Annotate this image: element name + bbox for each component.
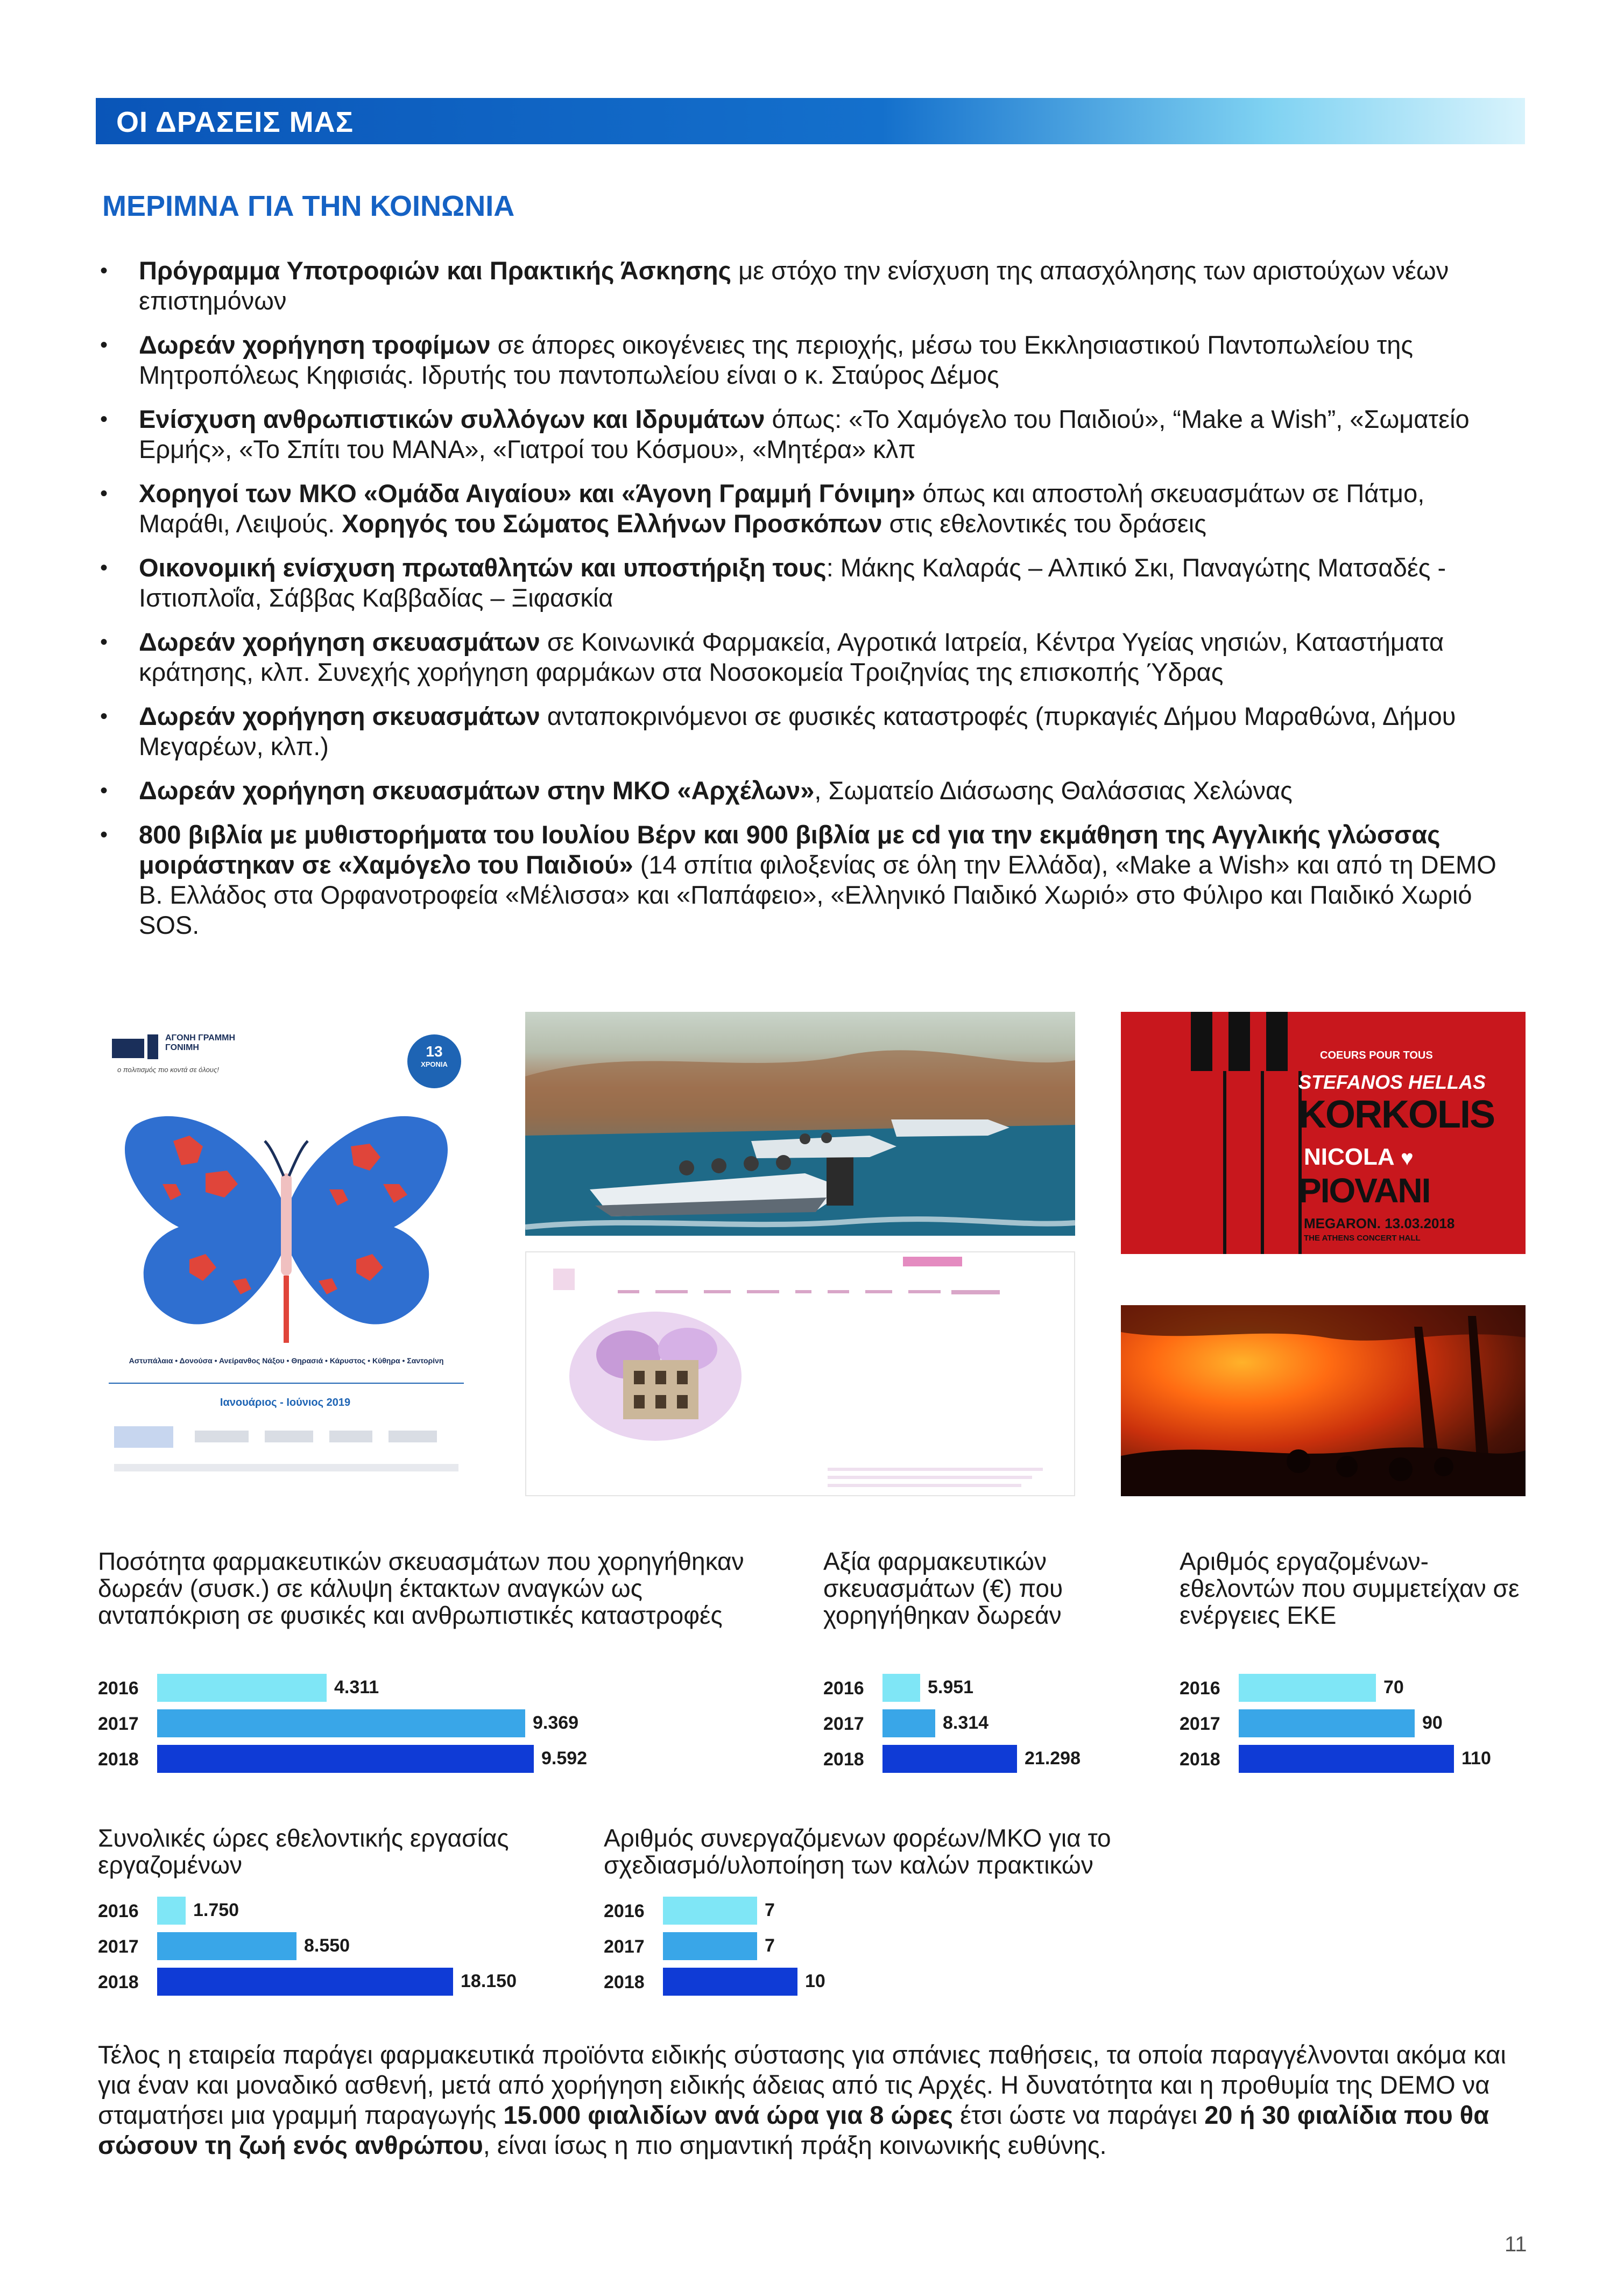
year-label: 2016 xyxy=(823,1678,864,1699)
chart-bar xyxy=(157,1897,186,1925)
concert-venue: THE ATHENS CONCERT HALL xyxy=(1304,1234,1421,1243)
list-item: • Δωρεάν χορήγηση σκευασμάτων σε Κοινωνικά Φαρμακεία, Αγροτικά Ιατρεία, Κέντρα Υγείας νησιών, Καταστήματα κράτησης, κλπ. Συνεχής χορήγηση φαρμάκων στα Νοσοκομεία Τροιζηνίας της επισκοπής Ύδρας xyxy=(100,628,1444,686)
chart-bar xyxy=(882,1674,920,1702)
value-label: 70 xyxy=(1383,1677,1404,1698)
page-number: 11 xyxy=(1505,2232,1527,2256)
chart-value-donated xyxy=(823,1674,1146,1771)
chart-bar xyxy=(663,1968,797,1996)
concert-line2: STEFANOS HELLAS xyxy=(1298,1071,1486,1093)
year-label: 2017 xyxy=(98,1714,139,1734)
value-label: 8.550 xyxy=(304,1935,350,1956)
year-label: 2018 xyxy=(604,1972,645,1992)
bullet-icon: • xyxy=(100,705,108,728)
year-label: 2018 xyxy=(823,1749,864,1770)
bullet-icon: • xyxy=(100,779,108,802)
concert-line4: NICOLA xyxy=(1304,1144,1395,1170)
poster-rule xyxy=(109,1378,464,1389)
value-label: 7 xyxy=(765,1900,775,1920)
value-label: 10 xyxy=(805,1971,825,1991)
boats-photo xyxy=(525,1012,1075,1236)
concert-line1: COEURS POUR TOUS xyxy=(1320,1050,1433,1061)
chart-bar xyxy=(157,1968,453,1996)
chart-bar xyxy=(1239,1674,1376,1702)
sponsor-logo xyxy=(195,1431,249,1442)
poster-islands: Αστυπάλαια • Δονούσα • Ανείρανθος Νάξου • Θηρασιά • Κάρυστος • Κύθηρα • Σαντορίνη xyxy=(129,1356,444,1365)
chart-volunteers xyxy=(1180,1674,1508,1771)
chart-bar xyxy=(663,1897,757,1925)
section-title: ΜΕΡΙΜΝΑ ΓΙΑ ΤΗΝ ΚΟΙΝΩΝΙΑ xyxy=(102,190,515,222)
years-badge: 13 ΧΡΟΝΙΑ xyxy=(407,1034,461,1088)
concert-poster xyxy=(1121,1012,1526,1254)
concert-date: MEGARON. 13.03.2018 xyxy=(1304,1215,1455,1231)
value-label: 110 xyxy=(1461,1748,1491,1769)
bullet-icon: • xyxy=(100,482,108,505)
chart-bar xyxy=(1239,1709,1415,1737)
stat-label-emergency-units: Ποσότητα φαρμακευτικών σκευασμάτων που χορηγήθηκαν δωρεάν (συσκ.) σε κάλυψη έκτακτων αναγκών ως ανταπόκριση σε φυσικές και ανθρωπιστικές καταστροφές xyxy=(98,1547,744,1629)
year-label: 2016 xyxy=(98,1901,139,1921)
year-label: 2017 xyxy=(1180,1714,1220,1734)
bullet-icon: • xyxy=(100,407,108,431)
closing-paragraph: Τέλος η εταιρεία παράγει φαρμακευτικά προϊόντα ειδικής σύστασης για σπάνιες παθήσεις, τα οποία παραγγέλνονται ακόμα και για έναν και μοναδικό ασθενή, μετά από χορήγηση ειδικής άδειας από τις Αρχές. Η δυνατότητα και η προθυμία της DEMO να σταματήσει μια γραμμή παραγωγής 15.000 φιαλιδίων ανά ώρα για 8 ώρες έτσι ώστε να παράγει 20 ή 30 φιαλίδια που θα σώσουν τη ζωή ενός ανθρώπου, είναι ίσως η πιο σημαντική πράξη κοινωνικής ευθύνης. xyxy=(98,2040,1506,2159)
poster-dates: Ιανουάριος - Ιούνιος 2019 xyxy=(220,1397,351,1408)
concert-line5: PIOVANI xyxy=(1298,1171,1430,1210)
year-label: 2016 xyxy=(98,1678,139,1699)
bullet-icon: • xyxy=(100,630,108,654)
chart-bar xyxy=(1239,1745,1454,1773)
chart-emergency-units xyxy=(98,1674,717,1771)
sponsor-logo xyxy=(389,1431,437,1442)
chart-bar xyxy=(882,1745,1017,1773)
year-label: 2016 xyxy=(604,1901,645,1921)
sponsor-logos-row xyxy=(114,1464,458,1471)
value-label: 9.369 xyxy=(533,1713,579,1733)
wildfire-illustration xyxy=(1121,1305,1526,1496)
actions-list xyxy=(98,256,1508,954)
value-label: 1.750 xyxy=(193,1900,239,1920)
year-label: 2018 xyxy=(98,1749,139,1770)
chart-bar xyxy=(663,1932,757,1960)
value-label: 21.298 xyxy=(1025,1748,1081,1769)
logo-icon xyxy=(112,1039,144,1058)
year-label: 2018 xyxy=(1180,1749,1220,1770)
poster-tagline: ο πολιτισμός πιο κοντά σε όλους! xyxy=(117,1066,219,1074)
value-label: 5.951 xyxy=(928,1677,974,1698)
butterfly-illustration xyxy=(114,1103,458,1346)
value-label: 18.150 xyxy=(461,1971,517,1991)
chart-bar xyxy=(157,1674,327,1702)
list-item: • Ενίσχυση ανθρωπιστικών συλλόγων και Ιδρυμάτων όπως: «Το Χαμόγελο του Παιδιού», “Make a Wish”, «Σωματείο Ερμής», «Το Σπίτι του ΜΑΝΑ», «Γιατροί του Κόσμου», «Μητέρα» κλπ xyxy=(100,405,1470,463)
boats-illustration xyxy=(525,1012,1075,1236)
bullet-icon: • xyxy=(100,556,108,580)
list-item: • Πρόγραμμα Υποτροφιών και Πρακτικής Άσκησης με στόχο την ενίσχυση της απασχόλησης των αριστούχων νέων επιστημόνων xyxy=(100,256,1449,315)
stat-label-value-donated: Αξία φαρμακευτικών σκευασμάτων (€) που χορηγήθηκαν δωρεάν xyxy=(823,1547,1063,1629)
sponsor-logos xyxy=(114,1426,458,1485)
year-label: 2017 xyxy=(98,1936,139,1957)
list-item: • Δωρεάν χορήγηση σκευασμάτων στην ΜΚΟ «Αρχέλων», Σωματείο Διάσωσης Θαλάσσιας Χελώνας xyxy=(100,776,1293,805)
website-screenshot xyxy=(525,1251,1075,1496)
chart-bar xyxy=(157,1745,534,1773)
wildfire-photo xyxy=(1121,1305,1526,1496)
chart-bar xyxy=(157,1932,296,1960)
concert-line3: KORKOLIS xyxy=(1298,1093,1495,1136)
year-label: 2016 xyxy=(1180,1678,1220,1699)
section-banner xyxy=(96,98,1525,144)
chart-bar xyxy=(882,1709,935,1737)
chart-partners xyxy=(604,1897,905,1994)
bullet-icon: • xyxy=(100,823,108,847)
heart-icon: ♥ xyxy=(1401,1146,1414,1170)
value-label: 8.314 xyxy=(943,1713,989,1733)
website-illustration xyxy=(526,1252,1074,1495)
sponsor-logo xyxy=(329,1431,372,1442)
list-item: • Δωρεάν χορήγηση σκευασμάτων ανταποκρινόμενοι σε φυσικές καταστροφές (πυρκαγιές Δήμου Μαραθώνα, Δήμου Μεγαρέων, κλπ.) xyxy=(100,702,1456,760)
year-label: 2017 xyxy=(604,1936,645,1957)
value-label: 4.311 xyxy=(334,1677,379,1698)
stat-label-volunteers: Αριθμός εργαζομένων-εθελοντών που συμμετείχαν σε ενέργειες ΕΚΕ xyxy=(1180,1547,1520,1629)
banner-title: ΟΙ ΔΡΑΣΕΙΣ ΜΑΣ xyxy=(116,106,354,138)
list-item: • Χορηγοί των ΜΚΟ «Ομάδα Αιγαίου» και «Άγονη Γραμμή Γόνιμη» όπως και αποστολή σκευασμάτων σε Πάτμο, Μαράθι, Λειψούς. Χορηγός του Σώματος Ελλήνων Προσκόπων στις εθελοντικές του δράσεις xyxy=(100,479,1425,538)
stat-label-partners: Αριθμός συνεργαζόμενων φορέων/ΜΚΟ για το σχεδιασμό/υλοποίηση των καλών πρακτικών xyxy=(604,1824,1111,1879)
year-label: 2018 xyxy=(98,1972,139,1992)
demo-logo xyxy=(114,1426,173,1448)
list-item: • Δωρεάν χορήγηση τροφίμων σε άπορες οικογένειες της περιοχής, μέσω του Εκκλησιαστικού Παντοπωλείου της Μητροπόλεως Κηφισιάς. Ιδρυτής του παντοπωλείου είναι ο κ. Σταύρος Δέμος xyxy=(100,330,1414,389)
sponsor-logo xyxy=(265,1431,313,1442)
bullet-icon: • xyxy=(100,333,108,357)
list-item: • Οικονομική ενίσχυση πρωταθλητών και υποστήριξη τους: Μάκης Καλαράς – Αλπικό Σκι, Παναγώτης Ματσαδές - Ιστιοπλοΐα, Σάββας Καββαδίας – Ξιφασκία xyxy=(100,553,1446,612)
logo-icon xyxy=(147,1034,158,1059)
value-label: 7 xyxy=(765,1935,775,1956)
list-item: • 800 βιβλία με μυθιστορήματα του Ιουλίου Βέρν και 900 βιβλία με cd για την εκμάθηση της Αγγλικής γλώσσας μοιράστηκαν σε «Χαμόγελο του Παιδιού» (14 σπίτια φιλοξενίας σε όλη την Ελλάδα), «Make a Wish» και από τη DEMO Β. Ελλάδος στα Ορφανοτροφεία «Μέλισσα» και «Παπάφειο», «Ελληνικό Παιδικό Χωριό» στο Φύλιρο και Παιδικό Χωριό SOS. xyxy=(100,820,1496,939)
agoni-grammi-poster xyxy=(98,1012,472,1496)
value-label: 9.592 xyxy=(541,1748,588,1769)
stat-label-volunteer-hours: Συνολικές ώρες εθελοντικής εργασίας εργαζομένων xyxy=(98,1824,509,1879)
bullet-icon: • xyxy=(100,259,108,283)
chart-volunteer-hours xyxy=(98,1897,582,1994)
poster-logo-text: ΑΓΟΝΗ ΓΡΑΜΜΗ ΓΟΝΙΜΗ xyxy=(165,1033,236,1052)
value-label: 90 xyxy=(1422,1713,1443,1733)
year-label: 2017 xyxy=(823,1714,864,1734)
chart-bar xyxy=(157,1709,525,1737)
